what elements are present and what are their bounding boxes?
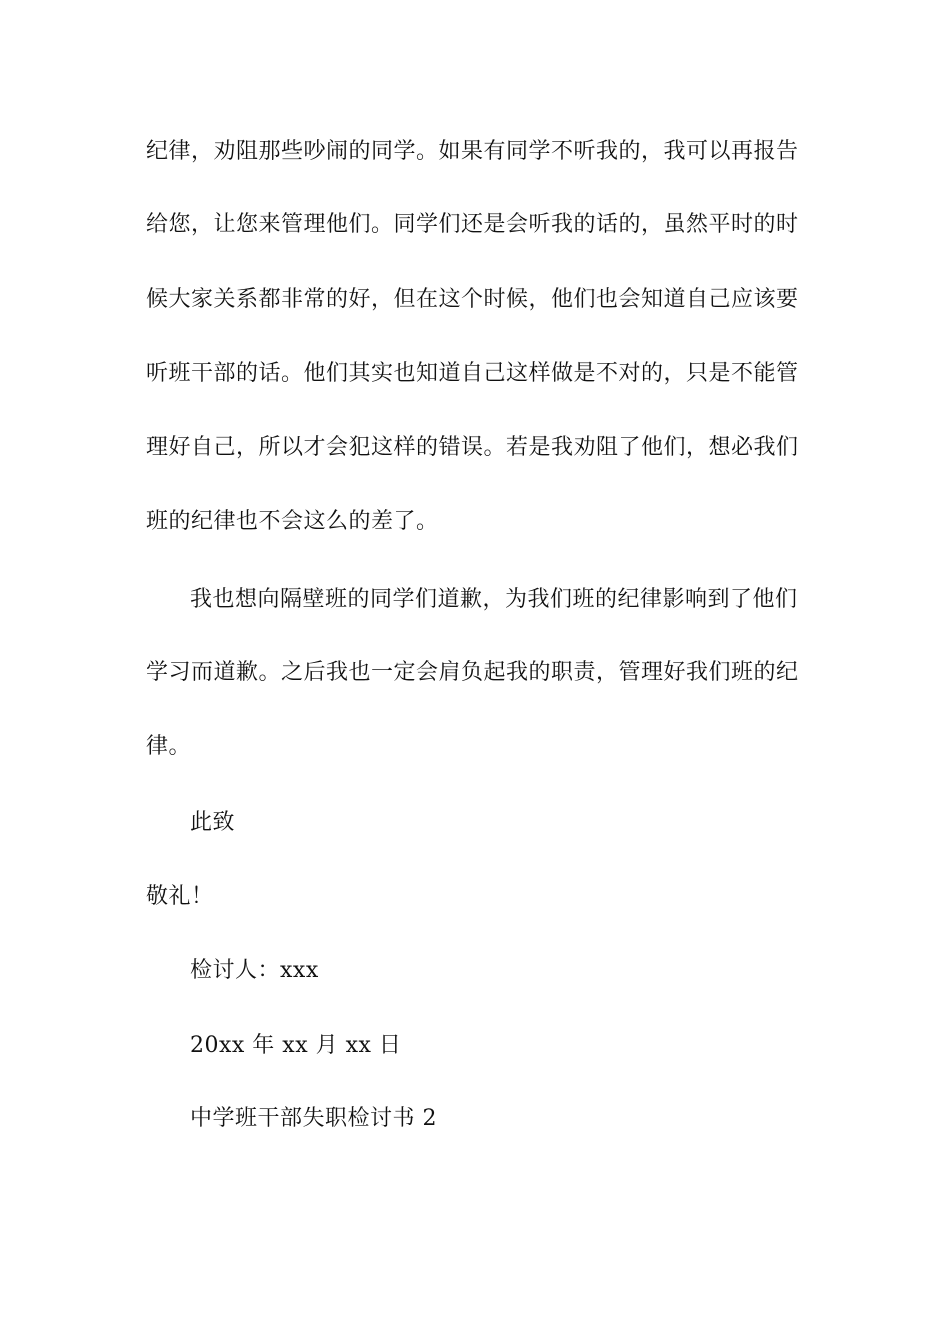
paragraph-1-line-3: 候大家关系都非常的好，但在这个时候，他们也会知道自己应该要: [146, 287, 799, 312]
paragraph-2-line-2: 学习而道歉。之后我也一定会肩负起我的职责，管理好我们班的纪: [146, 660, 799, 685]
paragraph-1-line-5: 理好自己，所以才会犯这样的错误。若是我劝阻了他们，想必我们: [146, 435, 799, 460]
signature-text: 检讨人：xxx: [190, 958, 319, 983]
next-document-title: 中学班干部失职检讨书 2: [190, 1106, 437, 1131]
paragraph-1-line-4: 听班干部的话。他们其实也知道自己这样做是不对的，只是不能管: [146, 361, 799, 386]
salute-text: 敬礼！: [146, 884, 214, 909]
paragraph-1-line-2: 给您，让您来管理他们。同学们还是会听我的话的，虽然平时的时: [146, 212, 799, 237]
date-text: 20xx 年 xx 月 xx 日: [190, 1033, 402, 1058]
closing-text: 此致: [190, 810, 236, 835]
paragraph-2-line-1: 我也想向隔壁班的同学们道歉，为我们班的纪律影响到了他们: [190, 587, 798, 612]
paragraph-1-line-6: 班的纪律也不会这么的差了。: [146, 509, 439, 534]
paragraph-1-line-1: 纪律，劝阻那些吵闹的同学。如果有同学不听我的，我可以再报告: [146, 139, 799, 164]
paragraph-2-line-3: 律。: [146, 734, 192, 759]
